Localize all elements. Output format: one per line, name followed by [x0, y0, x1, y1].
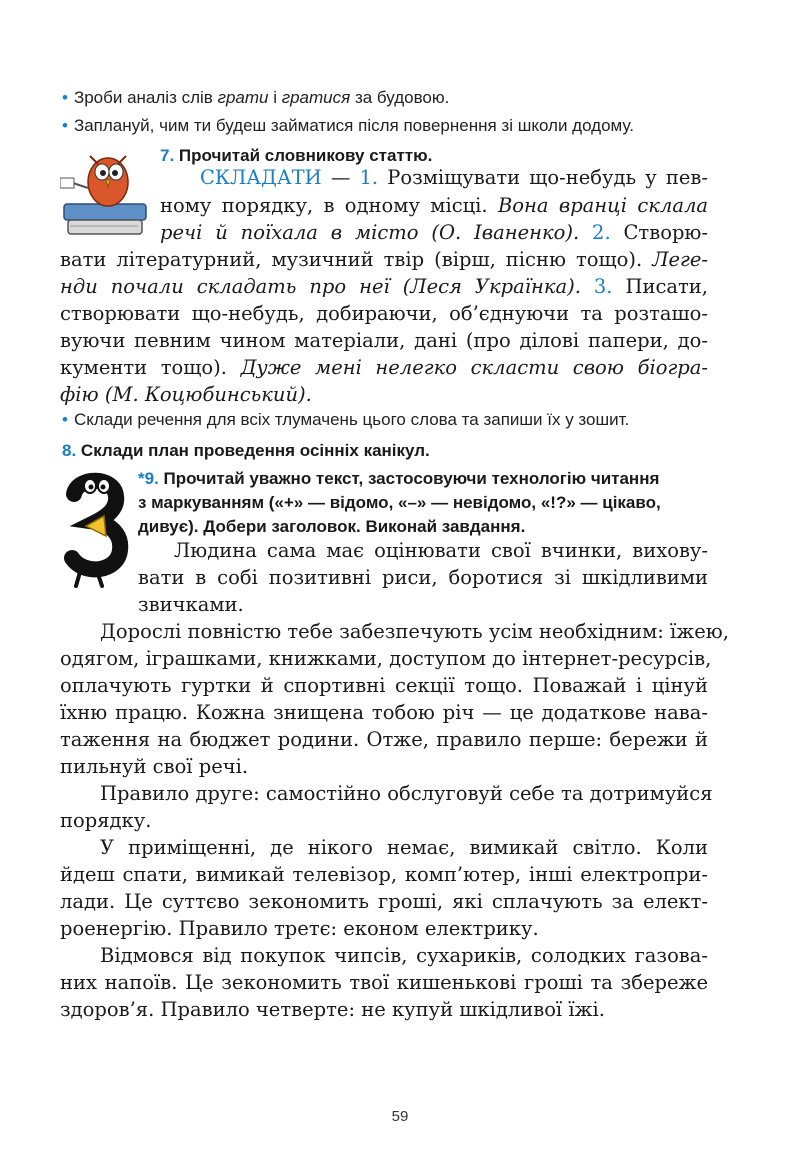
text-p3-line-2: порядку.	[60, 809, 152, 832]
bullet-plan-afternoon: • Заплануй, чим ти будеш займатися після повернення зі школи додому.	[62, 116, 634, 135]
line-text: вати літературний, музичний твір (вірш, пісню тощо).	[60, 248, 653, 271]
task-9-title-line-1	[138, 469, 659, 489]
text-p4-line-4: роенергію. Правило третє: економ електрику.	[60, 917, 539, 940]
bullet-text: Заплануй, чим ти будеш займатися після повернення зі школи додому.	[73, 116, 634, 135]
entry-line-3	[160, 223, 708, 243]
bullet-make-sentences: • Склади речення для всіх тлумачень цього слова та запиши їх у зошит.	[62, 410, 630, 429]
text-p4-line-2: йдеш спати, вимикай телевізор, комп’ютер, інші електропри-	[60, 863, 708, 886]
page-number: 59	[391, 1108, 409, 1125]
task-8-title	[62, 441, 430, 461]
bullet-text: і	[268, 88, 282, 107]
entry-line-2	[160, 196, 708, 216]
text-p4-line-1	[60, 838, 708, 858]
dash: —	[321, 166, 360, 189]
sense-number: 1.	[359, 166, 379, 189]
entry-line-8	[60, 358, 708, 378]
task-title-text: Прочитай уважно текст, застосовуючи технологію читання	[163, 469, 660, 488]
text-p1-line-3: звичками.	[138, 593, 244, 616]
task-9-title-line-2: з маркуванням («+» — відомо, «–» — невідомо, «!?» — цікаво,	[138, 493, 661, 512]
sense-number: 3.	[593, 275, 613, 298]
word-grati: грати	[217, 88, 269, 107]
task-number: 7.	[160, 146, 175, 165]
entry-line-1	[160, 168, 708, 188]
line-text: Розміщувати що-небудь у пев-	[387, 166, 708, 189]
example-text: Вона вранці склала	[497, 194, 708, 217]
text-p2-line-4: їхню працю. Кожна знищена тобою річ — це додаткове нава-	[60, 701, 708, 724]
bullet-analyze-words: • Зроби аналіз слів грати і гратися за будовою.	[62, 88, 450, 107]
line-text: Створю-	[623, 221, 708, 244]
text-p1-line-1	[138, 541, 708, 561]
line-text: Людина сама має оцінювати свої вчинки, вихову-	[174, 539, 708, 562]
bullet-text: Склади речення для всіх тлумачень цього слова та запиши їх у зошит.	[73, 410, 630, 429]
example-text: нди почали складать про неї (Леся Українка).	[60, 275, 581, 298]
text-p2-line-1	[60, 620, 729, 643]
task-9-title-line-3: дивує). Добери заголовок. Виконай завдання.	[138, 517, 526, 536]
number-three-character-icon	[60, 472, 130, 590]
text-p1-line-2: вати в собі позитивні риси, боротися зі шкідливими	[138, 566, 708, 589]
task-number: *9.	[138, 469, 159, 488]
entry-line-7: вуючи певним чином матеріали, дані (про ділові папери, до-	[60, 329, 708, 352]
text-p5-line-2: них напоїв. Це зекономить твої кишенькові гроші та збереже	[60, 971, 708, 994]
text-p5-line-1	[60, 946, 708, 966]
line-text: Писати,	[625, 275, 709, 298]
word-gratysia: гратися	[281, 88, 351, 107]
bullet-text: Зроби аналіз слів	[73, 88, 218, 107]
entry-line-6: створювати що-небудь, добираючи, об’єднуючи та розташо-	[60, 302, 708, 325]
text-p3-line-1	[60, 782, 713, 805]
task-7-title	[160, 146, 432, 166]
text-p2-line-6: пильнуй свої речі.	[60, 755, 249, 778]
owl-on-books-icon	[60, 142, 152, 242]
line-text: Відмовся від покупок чипсів, сухариків, солодких газова-	[100, 944, 708, 967]
example-text: речі й поїхала в місто (О. Іваненко).	[160, 221, 580, 244]
text-p4-line-3: лади. Це суттєво зекономить гроші, які сплачують за елект-	[60, 890, 708, 913]
task-title-text: Прочитай словникову статтю.	[178, 146, 433, 165]
example-text: Леге-	[652, 248, 708, 271]
text-p2-line-5: таження на бюджет родини. Отже, правило перше: бережи й	[60, 728, 708, 751]
entry-line-4	[60, 250, 708, 270]
entry-line-9	[60, 385, 312, 405]
example-text: фію (М. Коцюбинський).	[60, 383, 312, 406]
headword: СКЛАДАТИ	[200, 166, 322, 189]
line-text: Правило друге: самостійно обслуговуй себе та дотримуйся	[100, 782, 713, 805]
line-text: Дорослі повністю тебе забезпечують усім необхідним: їжею,	[100, 620, 729, 643]
task-title-text: Склади план проведення осінніх канікул.	[80, 441, 430, 460]
text-p5-line-3: здоров’я. Правило четверте: не купуй шкідливої їжі.	[60, 998, 605, 1021]
sense-number: 2.	[592, 221, 611, 244]
task-number: 8.	[62, 441, 77, 460]
entry-line-5	[60, 277, 708, 297]
example-text: Дуже мені нелегко скласти свою біогра-	[240, 356, 709, 379]
line-text: ному порядку, в одному місці.	[160, 194, 498, 217]
line-text: У приміщенні, де нікого немає, вимикай світло. Коли	[100, 836, 708, 859]
text-p2-line-2: одягом, іграшками, книжками, доступом до інтернет-ресурсів,	[60, 647, 712, 670]
line-text: кументи тощо).	[60, 356, 241, 379]
text-p2-line-3: оплачують гуртки й спортивні секції тощо. Поважай і цінуй	[60, 674, 708, 697]
bullet-text: за будовою.	[350, 88, 450, 107]
